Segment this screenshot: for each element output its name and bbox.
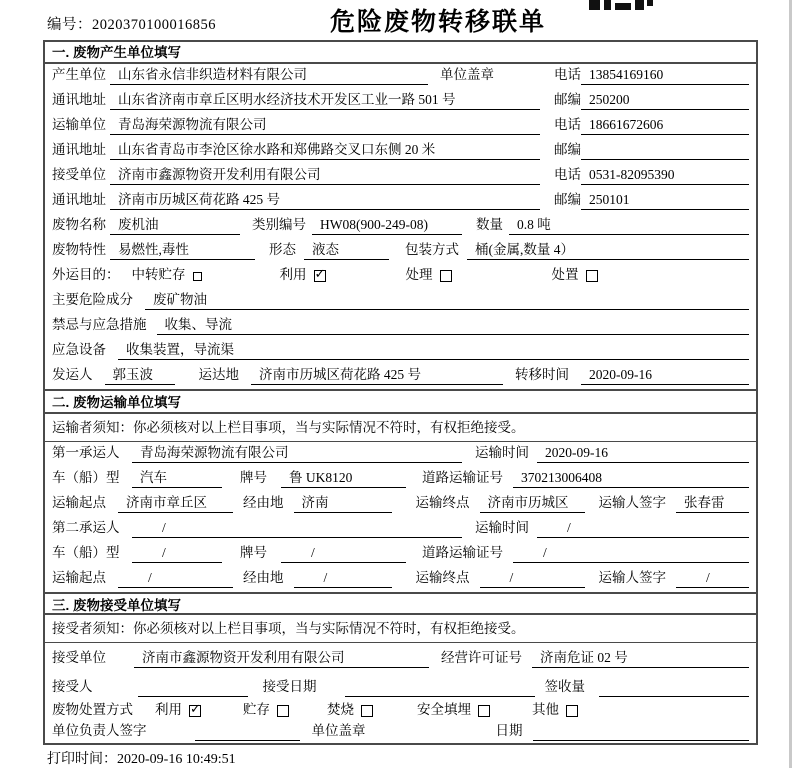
responsible-signature-value [195,723,300,741]
serial-number [47,13,216,34]
route-via-value: 济南 [294,491,392,513]
accepting-unit-row [45,643,756,672]
hazard-component-label: 主要危险成分 [52,292,133,307]
transfer-purpose-row [45,264,756,289]
transport-time-2-value: / [537,520,749,538]
producer-zip-label: 邮编 [554,92,581,107]
consignor-row [45,364,756,389]
first-carrier-row [45,442,756,467]
road-permit-2-label: 道路运输证号 [422,545,503,560]
receiver-unit-label: 接受单位 [52,167,106,182]
receive-date-value [345,679,535,697]
plate-number-label: 牌号 [240,470,267,485]
vehicle-type-row [45,467,756,492]
manifest-form [43,40,758,745]
vehicle-type-label: 车（船）型 [52,470,120,485]
second-carrier-row [45,517,756,542]
received-quantity-label: 签收量 [544,679,585,694]
transporter-zip-label: 邮编 [554,142,581,157]
second-carrier-value: / [132,520,462,538]
route-origin-value: 济南市章丘区 [118,491,233,513]
route-origin-2-label: 运输起点 [52,570,106,585]
quantity-label: 数量 [476,217,503,232]
emergency-equipment-row [45,339,756,364]
date-value [533,723,750,741]
recipient-row [45,672,756,701]
responsible-signature-row [45,724,756,745]
transport-time-label: 运输时间 [475,445,529,460]
receiver-notice: 接受者须知：你必须核对以上栏目事项，当与实际情况不符时，有权拒绝接受。 [45,615,756,643]
purpose-utilize-label: 利用 [279,267,307,282]
disposal-method-label: 废物处置方式 [52,702,133,717]
print-time-label: 打印时间： [47,752,117,767]
transfer-purpose-label: 外运目的： [52,267,120,282]
carrier-signature-2-label: 运输人签字 [598,570,666,585]
route-origin-label: 运输起点 [52,495,106,510]
disposal-utilize-label: 利用 [155,702,182,717]
unit-seal-label: 单位盖章 [440,67,494,82]
disposal-other-label: 其他 [532,702,559,717]
receiver-unit-value: 济南市鑫源物资开发利用有限公司 [110,163,540,185]
license-number-label: 经营许可证号 [441,650,522,665]
purpose-dispose-label: 处置 [551,267,579,282]
category-code-value: HW08(900-249-08) [312,217,462,235]
transfer-time-value: 2020-09-16 [581,367,749,385]
route-via-label: 经由地 [243,495,284,510]
consignor-value: 郭玉波 [105,363,175,385]
vehicle-type-value: 汽车 [132,466,222,488]
carrier-signature-2-value: / [676,570,749,588]
road-permit-label: 道路运输证号 [422,470,503,485]
receiver-zip-value: 250101 [581,192,749,210]
destination-label: 运达地 [198,367,239,382]
qr-code-icon [589,0,655,10]
second-carrier-label: 第二承运人 [52,520,120,535]
purpose-transit-storage-label: 中转贮存 [131,267,186,282]
disposal-storage-label: 贮存 [243,702,270,717]
route-terminus-2-label: 运输终点 [415,570,470,585]
disposal-landfill-label: 安全填埋 [417,702,471,717]
transporter-address-label: 通讯地址 [52,142,106,157]
transporter-phone-value: 18661672606 [581,117,749,135]
purpose-utilize-checkbox [314,270,326,282]
producer-unit-label: 产生单位 [52,67,106,82]
disposal-landfill-checkbox [478,705,490,717]
first-carrier-value: 青岛海荣源物流有限公司 [132,441,462,463]
receiver-address-row [45,189,756,214]
receiver-unit-row [45,164,756,189]
route-via-2-value: / [294,570,392,588]
purpose-treat-checkbox [440,270,452,282]
vehicle-type-row-2 [45,542,756,567]
route-row-1 [45,492,756,517]
route-via-2-label: 经由地 [243,570,284,585]
plate-number-2-label: 牌号 [240,545,267,560]
waste-name-label: 废物名称 [52,217,106,232]
received-quantity-value [599,679,749,697]
waste-property-label: 废物特性 [52,242,106,257]
route-row-2 [45,567,756,592]
responsible-signature-label: 单位负责人签字 [52,723,147,738]
waste-name-row [45,214,756,239]
route-terminus-2-value: / [480,570,585,588]
producer-address-row [45,89,756,114]
emergency-equipment-value: 收集装置，导流渠 [118,338,749,360]
transfer-time-label: 转移时间 [515,367,569,382]
vehicle-type-2-label: 车（船）型 [52,545,120,560]
road-permit-value: 370213006408 [513,470,749,488]
emergency-equipment-label: 应急设备 [52,342,106,357]
transporter-unit-value: 青岛海荣源物流有限公司 [110,113,540,135]
route-origin-2-value: / [118,570,233,588]
plate-number-2-value: / [281,545,406,563]
producer-address-value: 山东省济南市章丘区明水经济技术开发区工业一路 501 号 [110,88,540,110]
waste-property-row [45,239,756,264]
accepting-unit-value: 济南市鑫源物资开发利用有限公司 [134,646,429,668]
transporter-address-value: 山东省青岛市李沧区徐水路和郑佛路交叉口东侧 20 米 [110,138,540,160]
vehicle-type-2-value: / [132,545,222,563]
serial-label: 编号： [47,17,92,33]
purpose-dispose-checkbox [586,270,598,282]
producer-unit-row [45,64,756,89]
disposal-method-row [45,701,756,724]
waste-name-value: 废机油 [110,213,240,235]
road-permit-2-value: / [513,545,749,563]
destination-value: 济南市历城区荷花路 425 号 [251,363,503,385]
carrier-signature-label: 运输人签字 [598,495,666,510]
first-carrier-label: 第一承运人 [52,445,120,460]
transport-time-2-label: 运输时间 [475,520,529,535]
route-terminus-value: 济南市历城区 [480,491,585,513]
category-code-label: 类别编号 [252,217,306,232]
disposal-incinerate-checkbox [361,705,373,717]
producer-unit-value: 山东省永信非织造材料有限公司 [110,63,428,85]
producer-address-label: 通讯地址 [52,92,106,107]
plate-number-value: 鲁 UK8120 [281,466,406,488]
physical-form-label: 形态 [269,242,296,257]
producer-phone-value: 13854169160 [581,67,749,85]
hazard-component-value: 废矿物油 [145,288,749,310]
physical-form-value: 液态 [304,238,389,260]
receive-date-label: 接受日期 [262,679,317,694]
quantity-value: 0.8 吨 [509,213,749,235]
transporter-phone-label: 电话 [554,117,581,132]
consignor-label: 发运人 [52,367,93,382]
transporter-notice: 运输者须知：你必须核对以上栏目事项，当与实际情况不符时，有权拒绝接受。 [45,414,756,442]
accepting-unit-label: 接受单位 [52,650,106,665]
license-number-value: 济南危证 02 号 [532,646,749,668]
recipient-label: 接受人 [52,679,93,694]
route-terminus-label: 运输终点 [415,495,470,510]
purpose-transit-storage-checkbox [193,272,202,281]
contraindication-value: 收集、导流 [157,313,750,335]
transporter-address-row [45,139,756,164]
hazard-component-row [45,289,756,314]
disposal-storage-checkbox [277,705,289,717]
serial-value: 2020370100016856 [92,17,216,33]
disposal-incinerate-label: 焚烧 [327,702,354,717]
date-label: 日期 [495,723,523,738]
recipient-value [138,679,248,697]
packaging-label: 包装方式 [405,242,459,257]
receiver-zip-label: 邮编 [554,192,581,207]
print-time [47,748,236,768]
section-2-header: 二. 废物运输单位填写 [45,389,756,414]
transporter-unit-row [45,114,756,139]
waste-property-value: 易燃性,毒性 [110,238,255,260]
unit-seal-2-label: 单位盖章 [311,723,366,738]
scan-edge-artifact [789,0,792,768]
contraindication-label: 禁忌与应急措施 [52,317,147,332]
transport-time-value: 2020-09-16 [537,445,749,463]
disposal-other-checkbox [566,705,578,717]
packaging-value: 桶(金属,数量 4） [467,238,749,260]
section-3-header: 三. 废物接受单位填写 [45,592,756,615]
receiver-phone-value: 0531-82095390 [581,167,749,185]
transporter-unit-label: 运输单位 [52,117,106,132]
contraindication-row [45,314,756,339]
section-1-header: 一. 废物产生单位填写 [45,42,756,64]
form-title: 危险废物转移联单 [330,8,547,36]
print-time-value: 2020-09-16 10:49:51 [117,752,236,767]
receiver-address-value: 济南市历城区荷花路 425 号 [110,188,540,210]
producer-phone-label: 电话 [554,67,581,82]
purpose-treat-label: 处理 [405,267,433,282]
producer-zip-value: 250200 [581,92,749,110]
receiver-phone-label: 电话 [554,167,581,182]
disposal-utilize-checkbox [189,705,201,717]
receiver-address-label: 通讯地址 [52,192,106,207]
carrier-signature-value: 张春雷 [676,491,749,513]
transporter-zip-value [581,142,749,160]
